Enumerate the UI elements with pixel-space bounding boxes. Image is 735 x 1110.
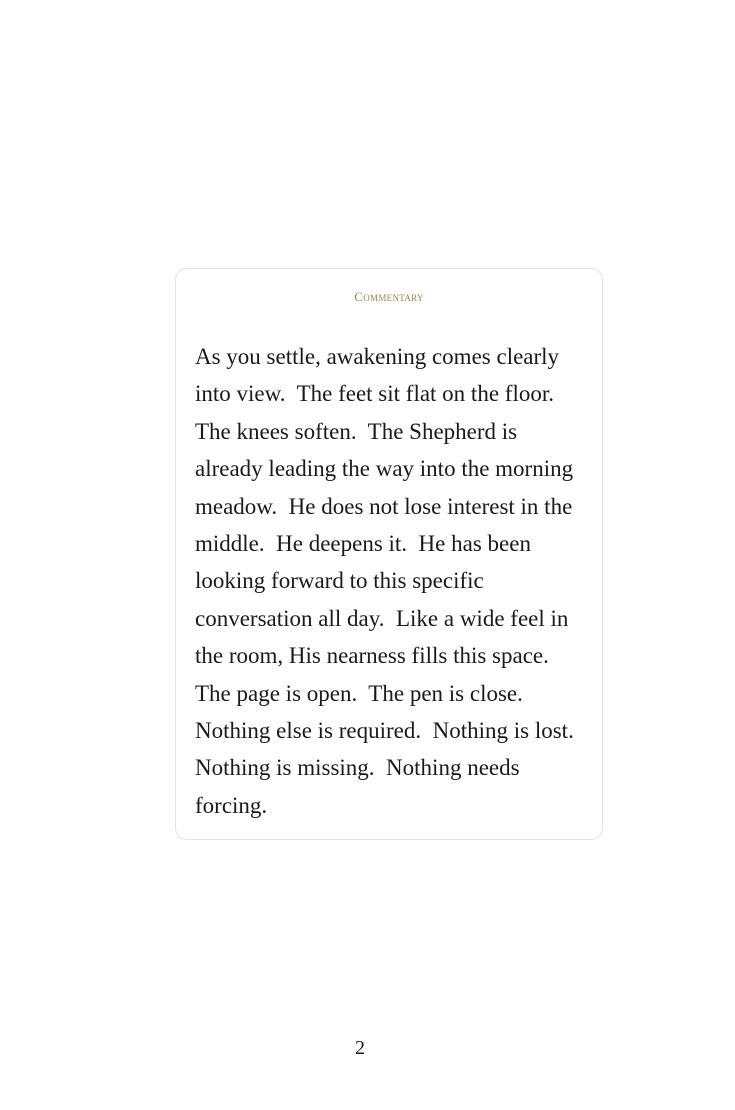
commentary-label: Commentary xyxy=(354,289,424,304)
page-number: 2 xyxy=(355,1037,365,1059)
commentary-text: As you settle, awakening comes clearly into view. The feet sit flat on the floor. The knees soften. The Shepherd is already leading the way into the morning meadow. He does not lose interest in the middle. He deepens it. He has been looking forward to this specific conversation all day. Like a wide feel in the room, His nearness fills this space. The page is open. The pen is close. Nothing else is required. Nothing is lost. Nothing is missing. Nothing needs forcing. xyxy=(195,344,586,818)
commentary-card xyxy=(175,268,603,840)
